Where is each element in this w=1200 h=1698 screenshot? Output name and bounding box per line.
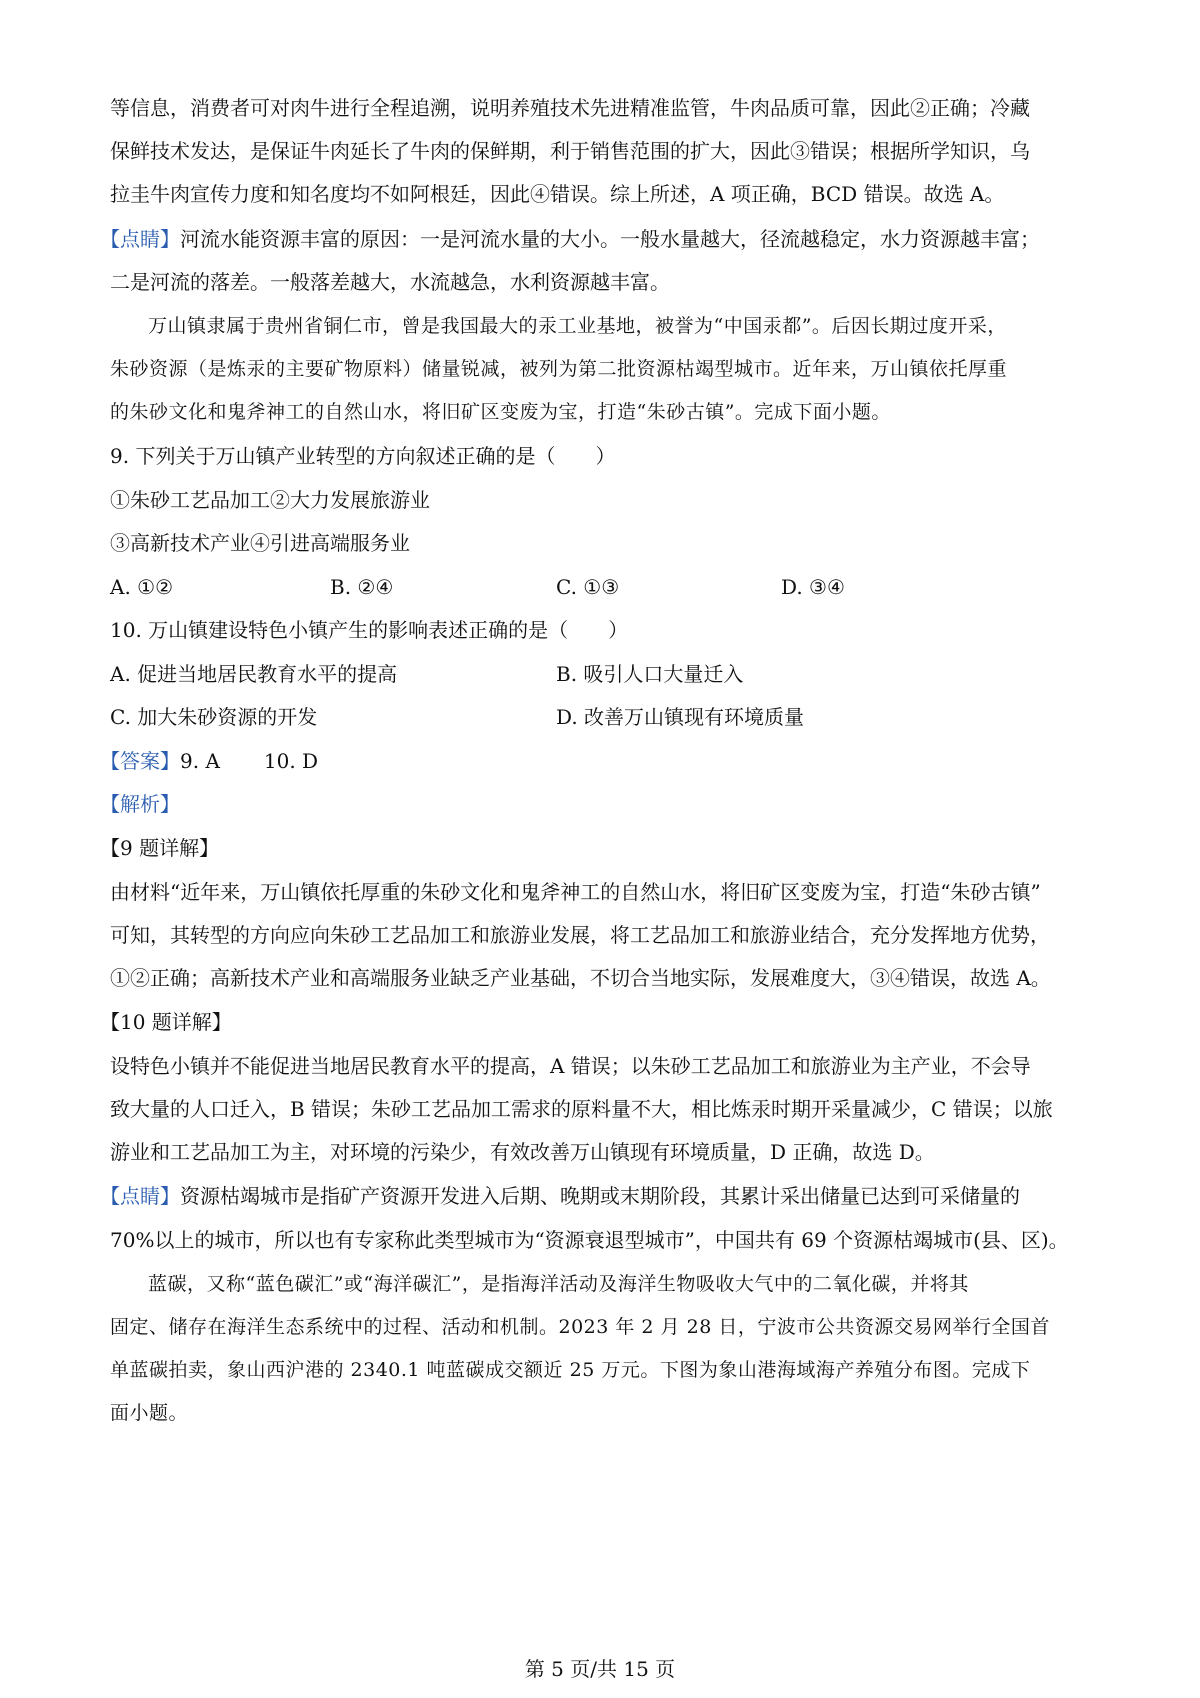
question-9-items: ③高新技术产业④引进高端服务业 [110, 531, 410, 555]
tip-tag: 【点睛】 [100, 1184, 180, 1208]
tip-tag: 【点睛】 [100, 227, 180, 251]
answer-10: 10. D [263, 749, 319, 773]
question-10-stem: 10. 万山镇建设特色小镇产生的影响表述正确的是（ ） [110, 618, 629, 642]
detail-text: 致大量的人口迁入，B 错误；朱砂工艺品加工需求的原料量不大，相比炼汞时期开采量减少，C 错误；以旅 [110, 1097, 1053, 1121]
detail-text: 设特色小镇并不能促进当地居民教育水平的提高，A 错误；以朱砂工艺品加工和旅游业为主产业，不会导 [110, 1054, 1031, 1078]
tip-paragraph [100, 226, 1090, 252]
material-text: 万山镇隶属于贵州省铜仁市，曾是我国最大的汞工业基地，被誉为“中国汞都”。后因长期过度开采， [148, 315, 1007, 337]
option-b: B. 吸引人口大量迁入 [556, 662, 744, 686]
detail-text: 可知，其转型的方向应向朱砂工艺品加工和旅游业发展，将工艺品加工和旅游业结合，充分发挥地方优势， [110, 923, 1050, 947]
tip-paragraph [100, 1183, 1090, 1209]
tip-text: 二是河流的落差。一般落差越大，水流越急，水利资源越丰富。 [110, 270, 670, 294]
explanation-text: 保鲜技术发达，是保证牛肉延长了牛肉的保鲜期，利于销售范围的扩大，因此③错误；根据所学知识，乌 [110, 139, 1030, 163]
material-text: 单蓝碳拍卖，象山西沪港的 2340.1 吨蓝碳成交额近 25 万元。下图为象山港海域海产养殖分布图。完成下 [110, 1359, 1031, 1381]
option-a: A. 促进当地居民教育水平的提高 [110, 662, 398, 686]
material-text: 固定、储存在海洋生态系统中的过程、活动和机制。2023 年 2 月 28 日，宁波市公共资源交易网举行全国首 [110, 1316, 1050, 1338]
material-text: 朱砂资源（是炼汞的主要矿物原料）储量锐减，被列为第二批资源枯竭型城市。近年来，万山镇依托厚重 [110, 358, 1008, 380]
tip-text: 河流水能资源丰富的原因：一是河流水量的大小。一般水量越大，径流越稳定，水力资源越丰富； [180, 227, 1040, 251]
page-number: 第 5 页/共 15 页 [524, 1657, 676, 1681]
option-a: A. ①② [110, 575, 174, 599]
tip-text: 70%以上的城市，所以也有专家称此类型城市为“资源衰退型城市”，中国共有 69 个资源枯竭城市(县、区)。 [110, 1228, 1069, 1252]
material-text: 蓝碳，又称“蓝色碳汇”或“海洋碳汇”，是指海洋活动及海洋生物吸收大气中的二氧化碳，并将其 [148, 1273, 969, 1295]
explanation-text: 等信息，消费者可对肉牛进行全程追溯，说明养殖技术先进精准监管，牛肉品质可靠，因此②正确；冷藏 [110, 96, 1030, 120]
material-text: 的朱砂文化和鬼斧神工的自然山水，将旧矿区变废为宝，打造“朱砂古镇”。完成下面小题。 [110, 401, 891, 423]
option-d: D. 改善万山镇现有环境质量 [556, 705, 805, 729]
question-9-items: ①朱砂工艺品加工②大力发展旅游业 [110, 488, 430, 512]
answer-line [100, 748, 1090, 774]
option-b: B. ②④ [330, 575, 394, 599]
detail-tag: 【9 题详解】 [100, 836, 220, 860]
option-c: C. ①③ [556, 575, 620, 599]
detail-tag: 【10 题详解】 [100, 1010, 232, 1034]
detail-text: 由材料“近年来，万山镇依托厚重的朱砂文化和鬼斧神工的自然山水，将旧矿区变废为宝，打造“朱砂古镇” [110, 880, 1041, 904]
option-c: C. 加大朱砂资源的开发 [110, 705, 318, 729]
answer-9: 9. A [180, 749, 220, 773]
tip-text: 资源枯竭城市是指矿产资源开发进入后期、晚期或末期阶段，其累计采出储量已达到可采储量的 [180, 1184, 1020, 1208]
detail-text: ①②正确；高新技术产业和高端服务业缺乏产业基础，不切合当地实际，发展难度大，③④错误，故选 A。 [110, 966, 1051, 990]
analysis-tag: 【解析】 [100, 792, 180, 816]
material-text: 面小题。 [110, 1402, 189, 1424]
answer-tag: 【答案】 [100, 749, 180, 773]
question-9-stem: 9. 下列关于万山镇产业转型的方向叙述正确的是（ ） [110, 444, 616, 468]
detail-text: 游业和工艺品加工为主，对环境的污染少，有效改善万山镇现有环境质量，D 正确，故选 D。 [110, 1140, 935, 1164]
explanation-text: 拉圭牛肉宣传力度和知名度均不如阿根廷，因此④错误。综上所述，A 项正确，BCD 错误。故选 A。 [110, 182, 1005, 206]
option-d: D. ③④ [781, 575, 845, 599]
